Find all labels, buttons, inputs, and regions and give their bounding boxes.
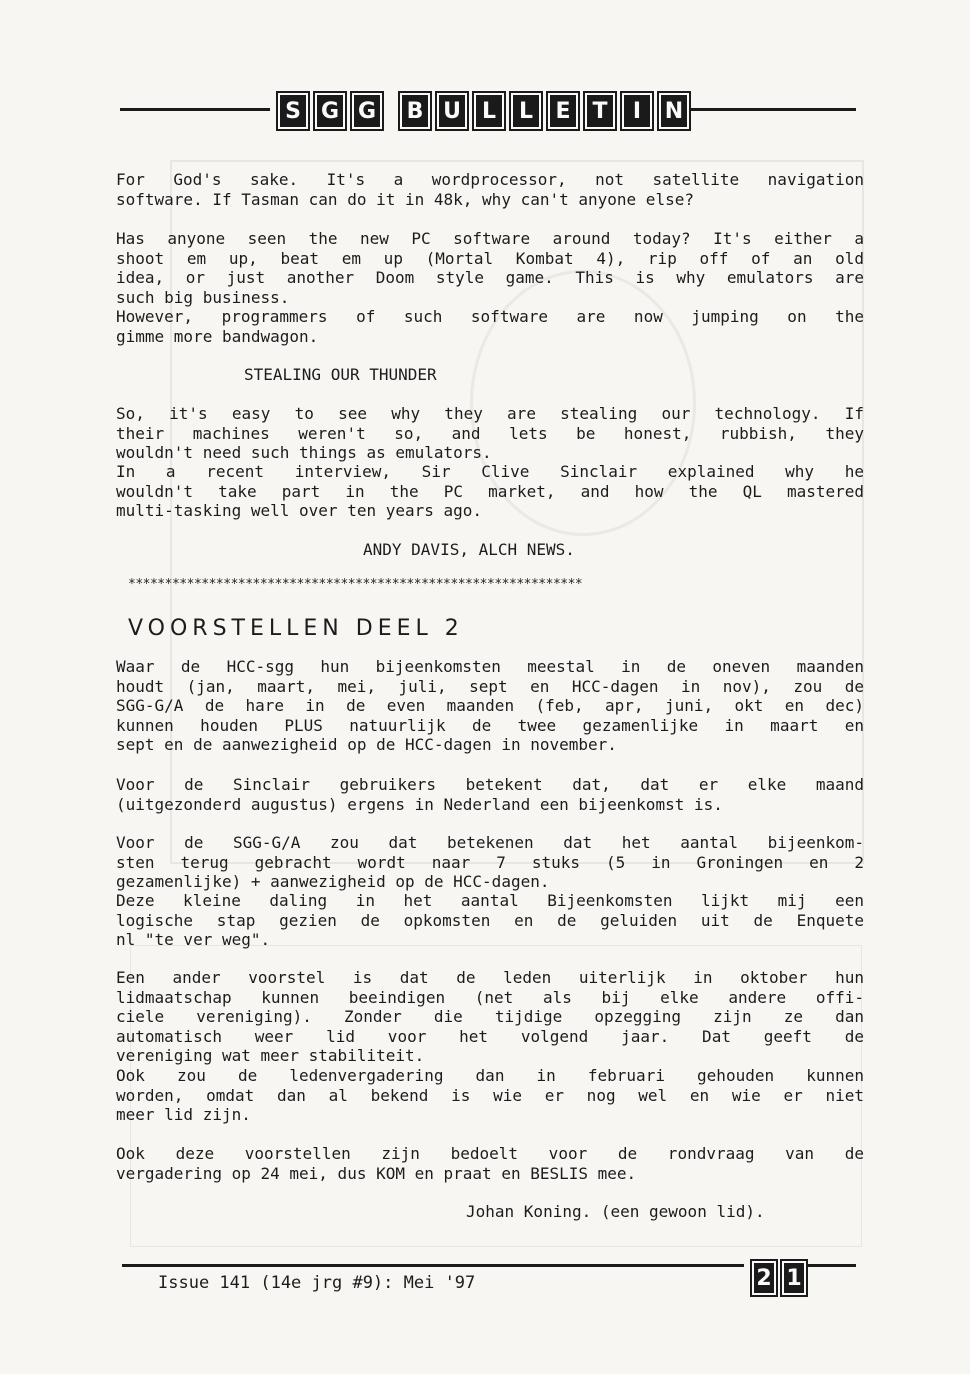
text-line: automatisch weer lid voor het volgend jaar. Dat geeft de: [116, 1026, 864, 1046]
title-letter: E: [546, 91, 580, 131]
text-line: meer lid zijn.: [116, 1105, 251, 1124]
text-line: lidmaatschap kunnen beeindigen (net als bij elke andere offi-: [116, 987, 864, 1007]
title-letter: I: [620, 91, 654, 131]
text-line: So, it's easy to see why they are stealing our technology. If: [116, 404, 864, 423]
text-line: SGG-G/A de hare in de even maanden (feb, apr, juni, okt en dec): [116, 696, 864, 715]
text-line: wouldn't take part in the PC market, and how the QL mastered: [116, 481, 864, 501]
text-line: kunnen houden PLUS natuurlijk de twee gezamenlijke in maart en: [116, 715, 864, 735]
text-line: houdt (jan, maart, mei, juli, sept en HCC-dagen in nov), zou de: [116, 676, 864, 696]
separator: **************************************************************: [128, 577, 583, 592]
article2-para3: [116, 833, 864, 892]
text-line: sept en de aanwezigheid op de HCC-dagen in november.: [116, 735, 617, 754]
text-line: Voor de SGG-G/A zou dat betekenen dat het aantal bijeenkom-: [116, 833, 864, 852]
text-line: vereniging wat meer stabiliteit.: [116, 1046, 425, 1065]
page-digit: 1: [780, 1259, 808, 1297]
text-line: Voor de Sinclair gebruikers betekent dat, dat er elke maand: [116, 775, 864, 794]
title-letter: G: [350, 91, 384, 131]
header-rule-right: [664, 108, 856, 111]
text-line: In a recent interview, Sir Clive Sinclair explained why he: [116, 462, 864, 481]
title-letter: S: [276, 91, 310, 131]
footer-rule-left: [122, 1264, 744, 1267]
page-digit: 2: [750, 1259, 778, 1297]
text-line: gezamenlijke) + aanwezigheid op de HCC-dagen.: [116, 872, 550, 891]
footer-issue: Issue 141 (14e jrg #9): Mei '97: [158, 1273, 476, 1293]
text-line: logische stap gezien de opkomsten en de geluiden uit de Enquete: [116, 910, 864, 930]
title-letter: L: [472, 91, 506, 131]
article2-para5: [116, 968, 864, 1066]
text-line: multi-tasking well over ten years ago.: [116, 501, 483, 520]
text-line: Een ander voorstel is dat de leden uiterlijk in oktober hun: [116, 968, 864, 987]
article1-para1: [116, 170, 864, 209]
text-line: However, programmers of such software are now jumping on the: [116, 307, 864, 326]
title-letter: N: [657, 91, 691, 131]
text-line: Ook deze voorstellen zijn bedoelt voor de rondvraag van de: [116, 1144, 864, 1163]
text-line: vergadering op 24 mei, dus KOM en praat en BESLIS mee.: [116, 1163, 637, 1183]
header-rule-left: [120, 108, 270, 111]
article2-para4: [116, 891, 864, 950]
title-letter: G: [313, 91, 347, 131]
article2-title: VOORSTELLEN DEEL 2: [128, 616, 464, 641]
title-letter: T: [583, 91, 617, 131]
text-line: such big business.: [116, 287, 290, 307]
article1-para5: [116, 462, 864, 521]
text-line: software. If Tasman can do it in 48k, why can't anyone else?: [116, 189, 694, 209]
text-line: gimme more bandwagon.: [116, 326, 319, 346]
article2-para7: [116, 1144, 864, 1183]
text-line: (uitgezonderd augustus) ergens in Nederland een bijeenkomst is.: [116, 794, 723, 814]
text-line: Ook zou de ledenvergadering dan in februari gehouden kunnen: [116, 1066, 864, 1085]
article2-signature: Johan Koning. (een gewoon lid).: [466, 1202, 765, 1221]
title-word-sgg: [276, 91, 384, 131]
article1-author: ANDY DAVIS, ALCH NEWS.: [363, 540, 575, 559]
article2-para6: [116, 1066, 864, 1125]
title-word-bulletin: [398, 91, 691, 131]
footer-rule-right: [806, 1264, 856, 1267]
text-line: Has anyone seen the new PC software around today? It's either a: [116, 229, 864, 248]
article2-para1: [116, 657, 864, 755]
text-line: wouldn't need such things as emulators.: [116, 443, 492, 462]
article1-para4: [116, 404, 864, 463]
title-letter: L: [509, 91, 543, 131]
text-line: worden, omdat dan al bekend is wie er nog wel en wie er niet: [116, 1085, 864, 1105]
text-line: sten terug gebracht wordt naar 7 stuks (5 in Groningen en 2: [116, 852, 864, 872]
text-line: For God's sake. It's a wordprocessor, not satellite navigation: [116, 170, 864, 189]
page-number: [750, 1259, 808, 1297]
text-line: shoot em up, beat em up (Mortal Kombat 4), rip off of an old: [116, 248, 864, 268]
title-letter: U: [435, 91, 469, 131]
text-line: their machines weren't so, and lets be honest, rubbish, they: [116, 423, 864, 443]
text-line: ciele vereniging). Zonder die tijdige opzegging zijn ze dan: [116, 1007, 864, 1026]
text-line: Deze kleine daling in het aantal Bijeenkomsten lijkt mij een: [116, 891, 864, 910]
text-line: idea, or just another Doom style game. This is why emulators are: [116, 268, 864, 287]
article1-subheading: STEALING OUR THUNDER: [244, 365, 437, 384]
article1-para2: [116, 229, 864, 307]
title-letter: B: [398, 91, 432, 131]
article1-para3: [116, 307, 864, 346]
text-line: nl "te ver weg".: [116, 930, 271, 949]
text-line: Waar de HCC-sgg hun bijeenkomsten meestal in de oneven maanden: [116, 657, 864, 676]
article2-para2: [116, 775, 864, 814]
